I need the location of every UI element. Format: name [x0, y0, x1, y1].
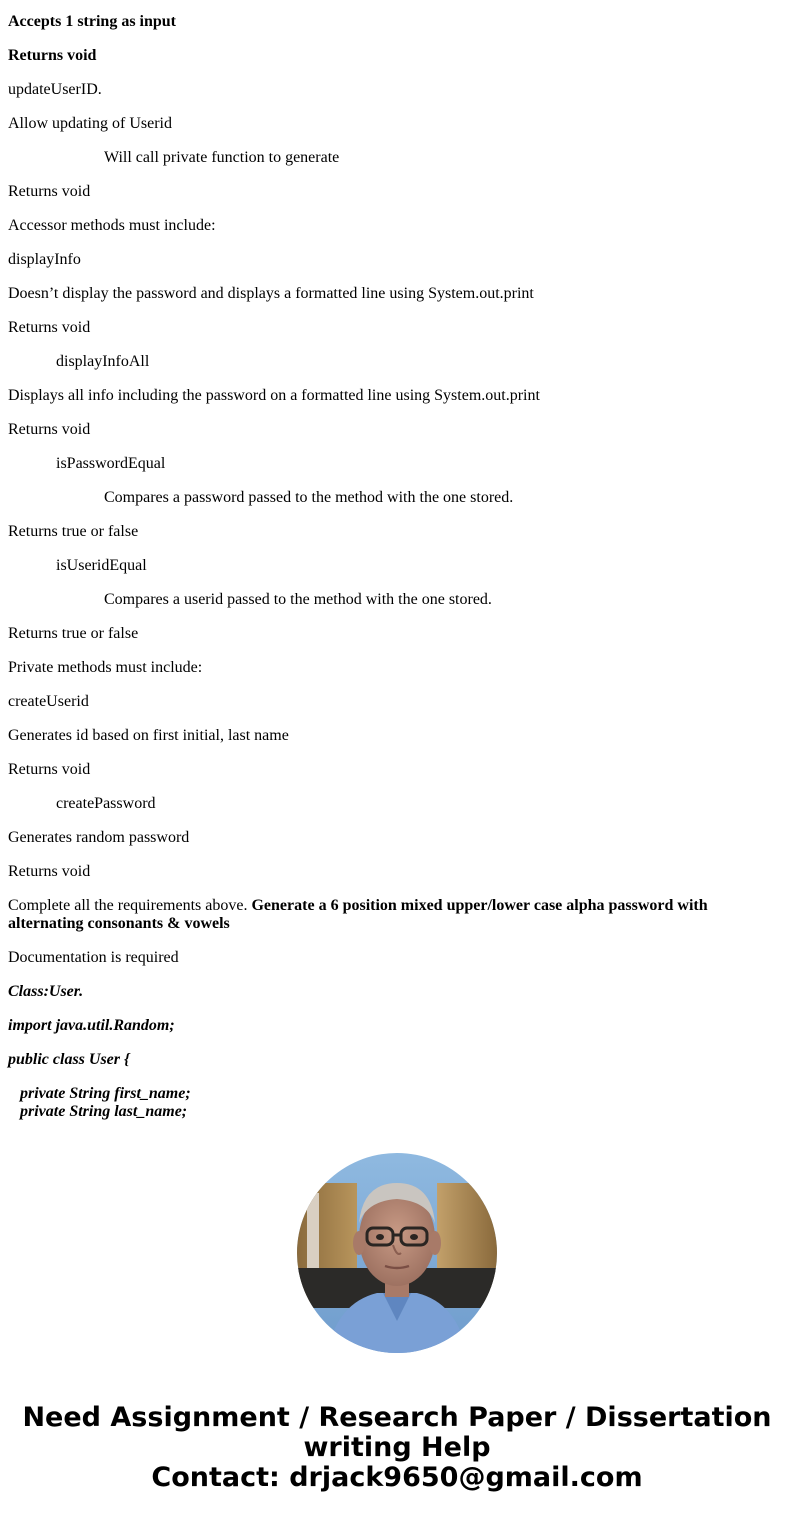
text-line: Accepts 1 string as input	[8, 13, 177, 30]
code-import: import java.util.Random;	[8, 1017, 175, 1034]
text-line: isUseridEqual	[56, 557, 147, 574]
footer-contact-banner	[0, 1403, 794, 1493]
text-line: Generates random password	[8, 829, 190, 846]
code-class-decl: public class User {	[8, 1051, 130, 1068]
text-line: Generates id based on first initial, last name	[8, 727, 289, 744]
requirement-plain: Complete all the requirements above.	[8, 897, 252, 914]
text-line: displayInfo	[8, 251, 81, 268]
text-line: Compares a password passed to the method with the one stored.	[104, 489, 514, 506]
avatar	[297, 1153, 497, 1353]
text-line: Allow updating of Userid	[8, 115, 172, 132]
text-line: displayInfoAll	[56, 353, 150, 370]
footer-line-1: Need Assignment / Research Paper / Dissertation	[22, 1402, 772, 1433]
footer-line-2: writing Help	[303, 1432, 491, 1463]
documentation-note: Documentation is required	[8, 949, 179, 966]
text-line: Will call private function to generate	[104, 149, 340, 166]
text-line: Displays all info including the password on a formatted line using System.out.print	[8, 387, 540, 404]
code-class-label: Class:User.	[8, 983, 84, 1000]
requirement-paragraph	[8, 897, 768, 933]
text-line: createUserid	[8, 693, 89, 710]
text-line: Returns true or false	[8, 625, 139, 642]
text-line: Returns void	[8, 183, 91, 200]
text-line: Returns void	[8, 319, 91, 336]
text-line: Returns void	[8, 761, 91, 778]
text-line: Accessor methods must include:	[8, 217, 216, 234]
text-line: Returns void	[8, 863, 91, 880]
text-line: isPasswordEqual	[56, 455, 166, 472]
text-line: Compares a userid passed to the method with the one stored.	[104, 591, 492, 608]
avatar-portrait-image	[297, 1153, 497, 1353]
text-line: Private methods must include:	[8, 659, 203, 676]
text-line: Returns true or false	[8, 523, 139, 540]
text-line: Returns void	[8, 47, 97, 64]
requirement-bold: Generate a 6 position mixed upper/lower case alpha password with alternating consonants & vowels	[8, 897, 708, 932]
text-line: updateUserID.	[8, 81, 102, 98]
footer-contact-email: Contact: drjack9650@gmail.com	[151, 1462, 643, 1493]
text-line: Doesn’t display the password and displays a formatted line using System.out.print	[8, 285, 534, 302]
text-line: createPassword	[56, 795, 156, 812]
code-field-first-name: private String first_name;	[20, 1085, 191, 1102]
text-line: Returns void	[8, 421, 91, 438]
code-field-last-name: private String last_name;	[20, 1103, 188, 1120]
